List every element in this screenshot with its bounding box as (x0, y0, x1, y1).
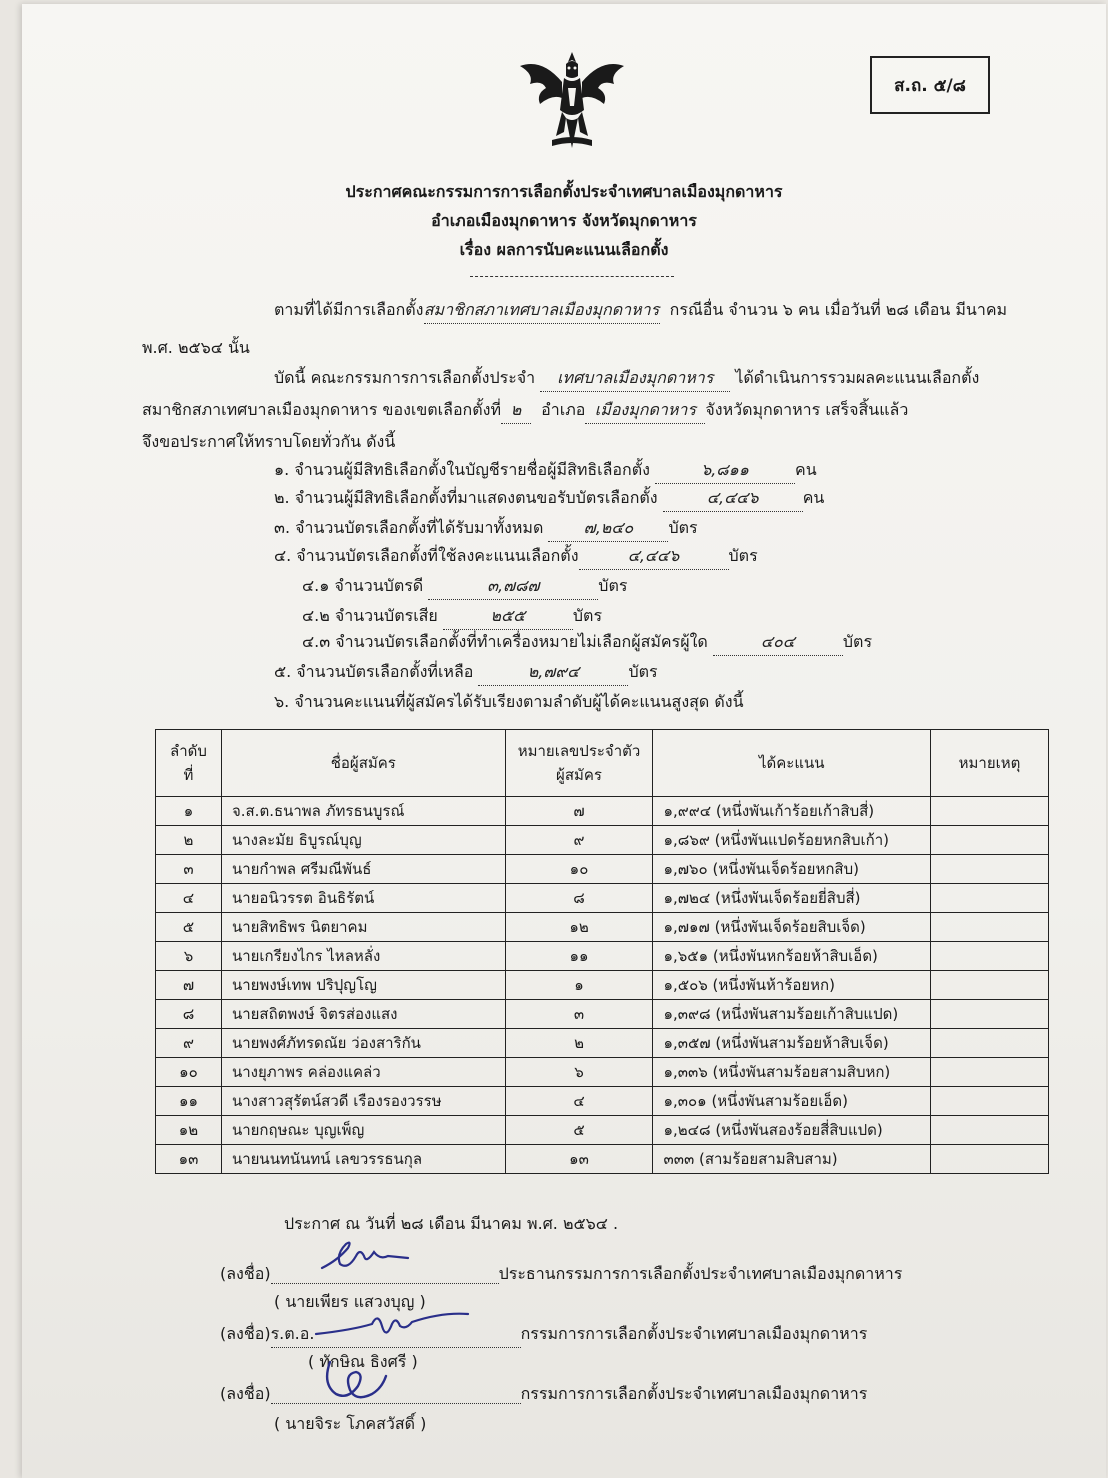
table-row (156, 1000, 1049, 1029)
document-code-box: ส.ถ. ๕/๘ (870, 56, 990, 114)
item-unit: บัตร (598, 576, 628, 595)
votes-cell: ๓๓๓ (สามร้อยสามสิบสาม) (653, 1145, 931, 1174)
signature-role: ประธานกรรมการการเลือกตั้งประจำเทศบาลเมืองมุกดาหาร (498, 1264, 903, 1283)
item-4-1 (302, 574, 627, 600)
intro-line-2: พ.ศ. ๒๕๖๔ นั้น (142, 338, 250, 357)
header-line-2: อำเภอเมืองมุกดาหาร จังหวัดมุกดาหาร (431, 211, 697, 230)
results-table (155, 729, 1049, 1174)
item-value: ๔๐๔ (713, 630, 843, 656)
item-value: ๗,๒๔๐ (548, 516, 668, 542)
table-row (156, 1029, 1049, 1058)
remark-cell (931, 1058, 1049, 1087)
rank-cell: ๓ (156, 855, 222, 884)
item-unit: คน (795, 460, 817, 479)
table-row (156, 797, 1049, 826)
amphoe-fill: เมืองมุกดาหาร (585, 398, 705, 424)
announce-date: ประกาศ ณ วันที่ ๒๘ เดือน มีนาคม พ.ศ. ๒๕๖๔ . (284, 1214, 619, 1233)
signature-prefix: (ลงชื่อ) (220, 1384, 271, 1403)
intro-text: ได้ดำเนินการรวมผลคะแนนเลือกตั้ง (735, 368, 980, 387)
item-value: ๔,๔๔๖ (663, 486, 803, 512)
candidate-name-cell: นางละมัย ธิบูรณ์บุญ (221, 826, 505, 855)
votes-cell: ๑,๖๕๑ (หนึ่งพันหกร้อยห้าสิบเอ็ด) (653, 942, 931, 971)
candidate-name-cell: นายพงษ์เทพ ปริปุญโญ (221, 971, 505, 1000)
candidate-name-cell: นางยุภาพร คล่องแคล่ว (221, 1058, 505, 1087)
item-value: ๖,๘๑๑ (655, 458, 795, 484)
district-number-fill: ๒ (501, 398, 531, 424)
item-1 (274, 458, 817, 484)
item-5 (274, 660, 658, 686)
candidate-number-cell: ๗ (505, 797, 653, 826)
votes-cell: ๑,๒๔๘ (หนึ่งพันสองร้อยสี่สิบแปด) (653, 1116, 931, 1145)
item-value: ๓,๗๘๗ (428, 574, 598, 600)
votes-cell: ๑,๙๙๔ (หนึ่งพันเก้าร้อยเก้าสิบสี่) (653, 797, 931, 826)
remark-cell (931, 884, 1049, 913)
intro-text: สมาชิกสภาเทศบาลเมืองมุกดาหาร ของเขตเลือกตั้งที่ (142, 400, 501, 419)
votes-cell: ๑,๓๐๑ (หนึ่งพันสามร้อยเอ็ด) (653, 1087, 931, 1116)
table-row (156, 913, 1049, 942)
rank-cell: ๘ (156, 1000, 222, 1029)
intro-line-4 (142, 398, 908, 424)
candidate-number-cell: ๖ (505, 1058, 653, 1087)
signature-role: กรรมการการเลือกตั้งประจำเทศบาลเมืองมุกดาหาร (520, 1384, 868, 1403)
remark-cell (931, 1000, 1049, 1029)
remark-cell (931, 971, 1049, 1000)
remark-cell (931, 855, 1049, 884)
intro-line-3 (274, 366, 979, 392)
item-value: ๔,๔๔๖ (579, 544, 729, 570)
votes-cell: ๑,๘๖๙ (หนึ่งพันแปดร้อยหกสิบเก้า) (653, 826, 931, 855)
candidate-number-cell: ๕ (505, 1116, 653, 1145)
remark-cell (931, 942, 1049, 971)
election-type-fill: สมาชิกสภาเทศบาลเมืองมุกดาหาร (424, 298, 660, 324)
signature-prefix: (ลงชื่อ) (220, 1324, 271, 1343)
candidate-name-cell: นายกฤษณะ บุญเพ็ญ (221, 1116, 505, 1145)
item-label: ๔. จำนวนบัตรเลือกตั้งที่ใช้ลงคะแนนเลือกตั้ง (274, 546, 579, 565)
candidate-name-cell: นายเกรียงไกร ไหลหลั่ง (221, 942, 505, 971)
item-label: ๑. จำนวนผู้มีสิทธิเลือกตั้งในบัญชีรายชื่อผู้มีสิทธิเลือกตั้ง (274, 460, 650, 479)
votes-cell: ๑,๓๓๖ (หนึ่งพันสามร้อยสามสิบหก) (653, 1058, 931, 1087)
candidate-name-cell: นายสถิตพงษ์ จิตรส่องแสง (221, 1000, 505, 1029)
remark-cell (931, 1145, 1049, 1174)
item-unit: บัตร (728, 546, 758, 565)
item-3 (274, 516, 698, 542)
candidate-name-cell: จ.ส.ต.ธนาพล ภัทรธนบูรณ์ (221, 797, 505, 826)
rank-cell: ๒ (156, 826, 222, 855)
table-row (156, 855, 1049, 884)
signature-2-icon (312, 1300, 472, 1350)
intro-text: ตามที่ได้มีการเลือกตั้ง (274, 300, 424, 319)
candidate-number-cell: ๑๓ (505, 1145, 653, 1174)
table-row (156, 1145, 1049, 1174)
candidate-number-cell: ๑ (505, 971, 653, 1000)
item-4 (274, 544, 758, 570)
rank-cell: ๗ (156, 971, 222, 1000)
votes-cell: ๑,๗๑๗ (หนึ่งพันเจ็ดร้อยสิบเจ็ด) (653, 913, 931, 942)
table-row (156, 826, 1049, 855)
rank-cell: ๑ (156, 797, 222, 826)
garuda-emblem-icon (512, 48, 632, 156)
intro-line-1 (274, 298, 1007, 324)
candidate-number-cell: ๓ (505, 1000, 653, 1029)
votes-cell: ๑,๕๐๖ (หนึ่งพันห้าร้อยหก) (653, 971, 931, 1000)
rank-header: ลำดับ ที่ (156, 730, 222, 797)
candidate-number-cell: ๑๒ (505, 913, 653, 942)
name-header: ชื่อผู้สมัคร (221, 730, 505, 797)
rank-cell: ๑๓ (156, 1145, 222, 1174)
signature-dots: ร.ต.อ. (271, 1322, 521, 1348)
rank-cell: ๔ (156, 884, 222, 913)
candidate-number-cell: ๘ (505, 884, 653, 913)
remark-cell (931, 1029, 1049, 1058)
rank-cell: ๑๐ (156, 1058, 222, 1087)
item-4-2 (302, 604, 602, 630)
item-unit: บัตร (572, 606, 603, 625)
rank-cell: ๑๒ (156, 1116, 222, 1145)
item-label: ๔.๑ จำนวนบัตรดี (302, 576, 424, 595)
remark-header: หมายเหตุ (931, 730, 1049, 797)
intro-text: บัดนี้ คณะกรรมการการเลือกตั้งประจำ (274, 368, 536, 387)
table-row (156, 1116, 1049, 1145)
candidate-number-cell: ๑๐ (505, 855, 653, 884)
votes-cell: ๑,๓๙๘ (หนึ่งพันสามร้อยเก้าสิบแปด) (653, 1000, 931, 1029)
item-2 (274, 486, 824, 512)
header-subject: เรื่อง ผลการนับคะแนนเลือกตั้ง (459, 240, 669, 259)
item-label: ๔.๓ จำนวนบัตรเลือกตั้งที่ทำเครื่องหมายไม่เลือกผู้สมัครผู้ใด (302, 632, 708, 651)
votes-header: ได้คะแนน (653, 730, 931, 797)
item-label: ๕. จำนวนบัตรเลือกตั้งที่เหลือ (274, 662, 474, 681)
candidate-name-cell: นายอนิวรรต อินธิรัตน์ (221, 884, 505, 913)
signature-1-icon (318, 1230, 418, 1280)
table-row (156, 1058, 1049, 1087)
votes-cell: ๑,๓๕๗ (หนึ่งพันสามร้อยห้าสิบเจ็ด) (653, 1029, 931, 1058)
intro-text: กรณีอื่น จำนวน ๖ คน เมื่อวันที่ ๒๘ เดือน มีนาคม (669, 300, 1008, 319)
item-unit: บัตร (668, 518, 698, 537)
signature-prefix: (ลงชื่อ) (220, 1264, 271, 1283)
signatory-name-3: ( นายจิระ โภคสวัสดิ์ ) (274, 1414, 427, 1433)
candidate-number-cell: ๒ (505, 1029, 653, 1058)
table-row (156, 971, 1049, 1000)
signatory-name-1: ( นายเพียร แสวงบุญ ) (274, 1292, 426, 1311)
candidate-name-cell: นายพงศ์ภัทรดณัย ว่องสาริกัน (221, 1029, 505, 1058)
remark-cell (931, 913, 1049, 942)
item-value: ๒๕๕ (443, 604, 573, 630)
table-row (156, 1087, 1049, 1116)
item-label: ๔.๒ จำนวนบัตรเสีย (302, 606, 438, 625)
rank-cell: ๙ (156, 1029, 222, 1058)
intro-text: อำเภอ (541, 400, 586, 419)
item-label: ๓. จำนวนบัตรเลือกตั้งที่ได้รับมาทั้งหมด (274, 518, 544, 537)
candidate-number-cell: ๑๑ (505, 942, 653, 971)
intro-line-5: จึงขอประกาศให้ทราบโดยทั่วกัน ดังนี้ (142, 432, 396, 451)
table-header-row (156, 730, 1049, 797)
remark-cell (931, 797, 1049, 826)
table-row (156, 884, 1049, 913)
document-page (22, 4, 1106, 1478)
candidate-number-header: หมายเลขประจำตัว ผู้สมัคร (505, 730, 653, 797)
table-row (156, 942, 1049, 971)
header-divider (470, 276, 674, 277)
signature-3-icon (312, 1354, 402, 1410)
item-4-3 (302, 630, 872, 656)
item-unit: บัตร (842, 632, 873, 651)
votes-cell: ๑,๗๒๔ (หนึ่งพันเจ็ดร้อยยี่สิบสี่) (653, 884, 931, 913)
item-label: ๒. จำนวนผู้มีสิทธิเลือกตั้งที่มาแสดงตนขอรับบัตรเลือกตั้ง (274, 488, 658, 507)
signatory-name-2: ( ทักษิณ ธิงศรี ) (308, 1352, 418, 1371)
rank-cell: ๖ (156, 942, 222, 971)
item-value: ๒,๗๙๔ (478, 660, 628, 686)
candidate-number-cell: ๔ (505, 1087, 653, 1116)
signature-role: กรรมการการเลือกตั้งประจำเทศบาลเมืองมุกดาหาร (520, 1324, 868, 1343)
rank-cell: ๑๑ (156, 1087, 222, 1116)
rank-cell: ๕ (156, 913, 222, 942)
candidate-name-cell: นางสาวสุรัตน์สวดี เรืองรองวรรษ (221, 1087, 505, 1116)
remark-cell (931, 1116, 1049, 1145)
item-unit: บัตร (628, 662, 658, 681)
item-unit: คน (802, 488, 825, 507)
candidate-number-cell: ๙ (505, 826, 653, 855)
intro-text: จังหวัดมุกดาหาร เสร็จสิ้นแล้ว (705, 400, 909, 419)
candidate-name-cell: นายสิทธิพร นิตยาคม (221, 913, 505, 942)
remark-cell (931, 1087, 1049, 1116)
header-line-1: ประกาศคณะกรรมการการเลือกตั้งประจำเทศบาลเมืองมุกดาหาร (345, 182, 783, 201)
item-label: ๖. จำนวนคะแนนที่ผู้สมัครได้รับเรียงตามลำดับผู้ได้คะแนนสูงสุด ดังนี้ (274, 692, 744, 711)
municipality-fill: เทศบาลเมืองมุกดาหาร (540, 366, 730, 392)
candidate-name-cell: นายนนทนันทน์ เลขวรรธนกุล (221, 1145, 505, 1174)
candidate-name-cell: นายกำพล ศรีมณีพันธ์ (221, 855, 505, 884)
remark-cell (931, 826, 1049, 855)
item-6 (274, 690, 744, 715)
votes-cell: ๑,๗๖๐ (หนึ่งพันเจ็ดร้อยหกสิบ) (653, 855, 931, 884)
